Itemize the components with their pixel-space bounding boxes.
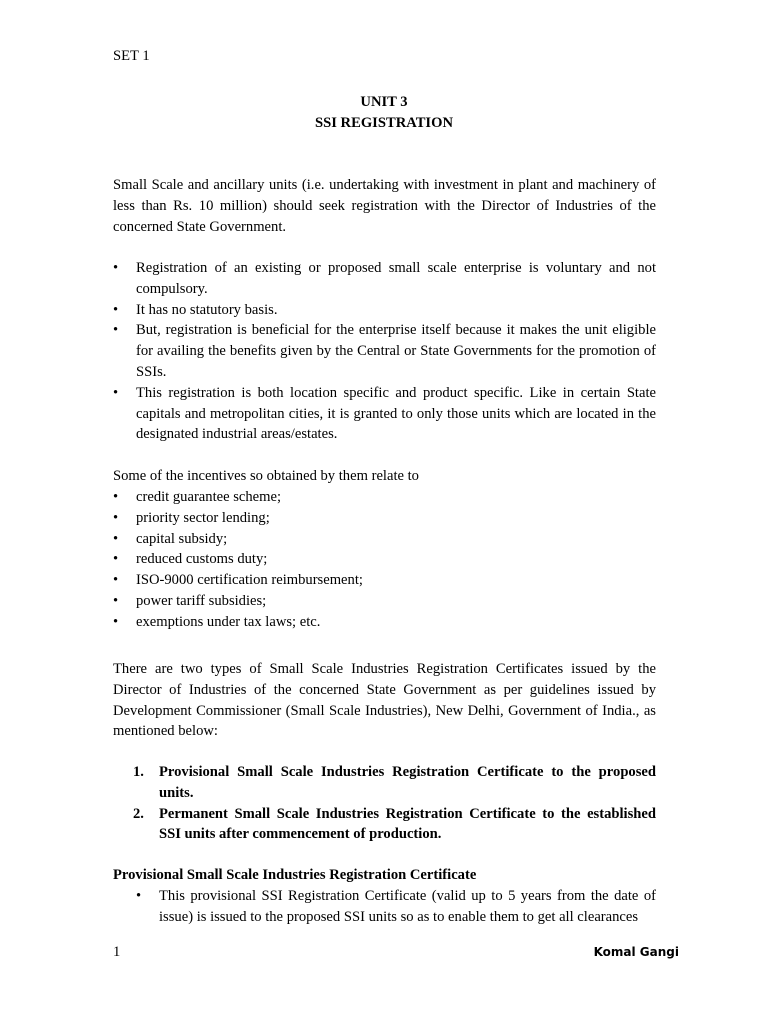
item-number: 1. bbox=[133, 764, 144, 780]
item-text: Permanent Small Scale Industries Registration Certificate to the established SSI units after commencement of production. bbox=[159, 805, 656, 843]
provisional-heading: Provisional Small Scale Industries Registration Certificate bbox=[113, 867, 477, 883]
subject-title: SSI REGISTRATION bbox=[314, 115, 453, 131]
registration-points-list bbox=[113, 258, 656, 445]
list-item: • power tariff subsidies; bbox=[113, 591, 656, 612]
list-item: • capital subsidy; bbox=[113, 529, 656, 550]
list-item: • But, registration is beneficial for the enterprise itself because it makes the unit eligible for availing the benefits given by the Central or State Governments for the promotion of SSIs. bbox=[113, 320, 656, 382]
item-text: Provisional Small Scale Industries Registration Certificate to the proposed units. bbox=[159, 764, 656, 801]
page-number: 1 bbox=[113, 944, 121, 960]
numbered-item bbox=[113, 762, 656, 804]
list-item: • Registration of an existing or proposed small scale enterprise is voluntary and not compulsory. bbox=[113, 258, 656, 300]
provisional-points-list bbox=[136, 886, 656, 928]
list-item: • credit guarantee scheme; bbox=[113, 487, 656, 508]
list-item: • This registration is both location specific and product specific. Like in certain State capitals and metropolitan cities, it is granted to only those units which are located in the designated industrial areas/estates. bbox=[113, 383, 656, 445]
incentives-list bbox=[113, 487, 656, 633]
list-item: • priority sector lending; bbox=[113, 508, 656, 529]
certificate-types-list bbox=[113, 762, 656, 845]
list-item: • This provisional SSI Registration Certificate (valid up to 5 years from the date of issue) is issued to the proposed SSI units so as to enable them to get all clearances bbox=[136, 886, 656, 928]
list-item: • It has no statutory basis. bbox=[113, 300, 656, 321]
incentives-intro: Some of the incentives so obtained by them relate to bbox=[113, 468, 419, 484]
unit-title: UNIT 3 bbox=[360, 94, 408, 110]
intro-paragraph: Small Scale and ancillary units (i.e. undertaking with investment in plant and machinery of less than Rs. 10 million) should seek registration with the Director of Industries of the concerned State Government. bbox=[113, 177, 656, 235]
numbered-item bbox=[113, 804, 656, 846]
certificates-paragraph: There are two types of Small Scale Industries Registration Certificates issued by the Director of Industries of the concerned State Government as per guidelines issued by Development Commissioner (Small Scale Industries), New Delhi, Government of India., as mentioned below: bbox=[113, 661, 656, 740]
list-item: • ISO-9000 certification reimbursement; bbox=[113, 570, 656, 591]
author-name: Komal Gangi bbox=[593, 945, 679, 959]
item-number: 2. bbox=[133, 805, 144, 822]
list-item: • exemptions under tax laws; etc. bbox=[113, 612, 656, 633]
set-label: SET 1 bbox=[113, 48, 150, 64]
list-item: • reduced customs duty; bbox=[113, 549, 656, 570]
